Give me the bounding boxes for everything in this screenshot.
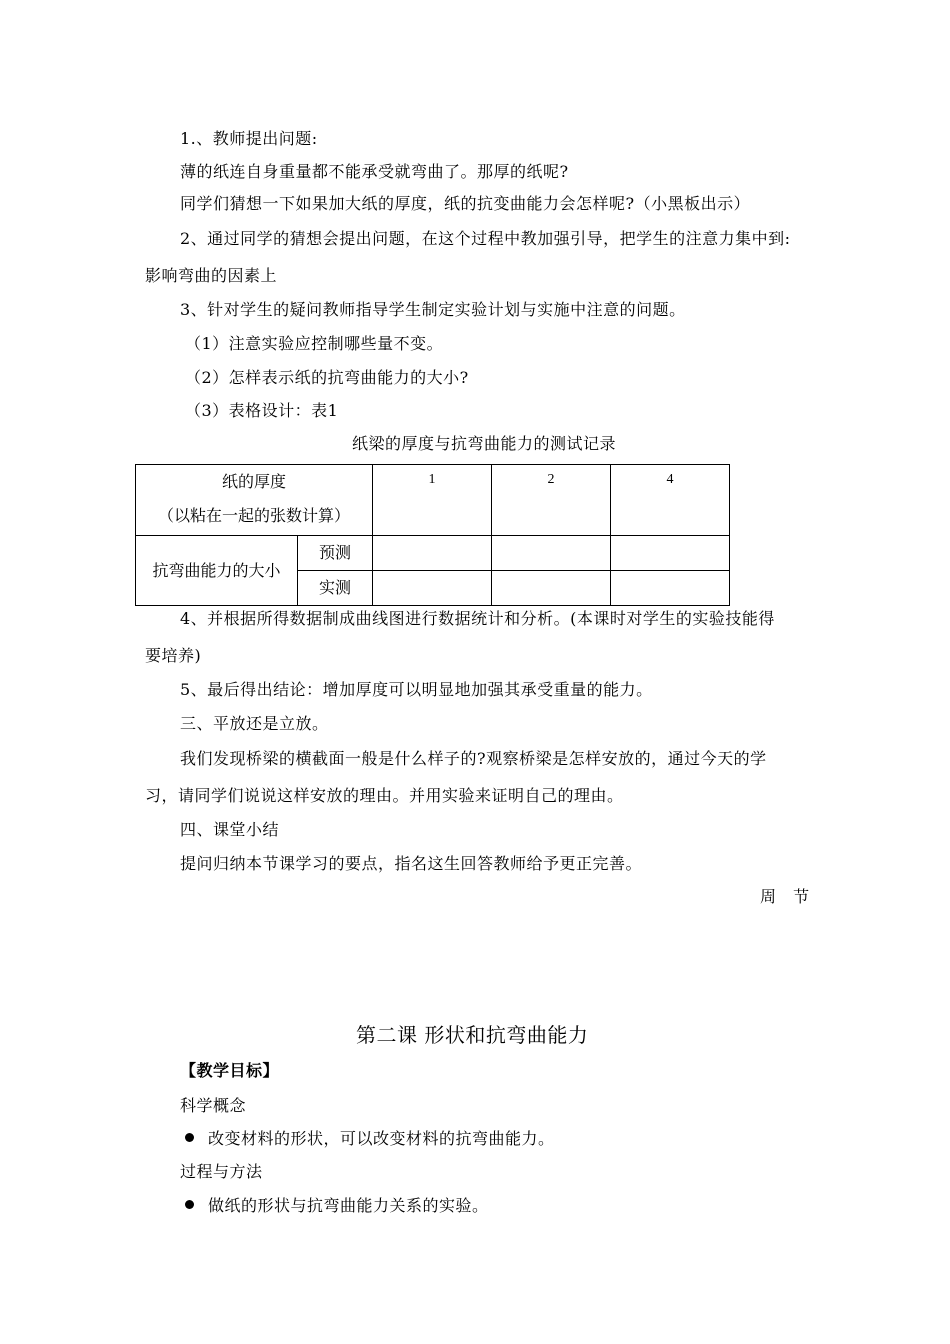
bullet-item xyxy=(185,1129,555,1149)
column-header: 4 xyxy=(611,465,730,536)
text-line: （3）表格设计：表1 xyxy=(185,401,339,420)
bullet-icon xyxy=(185,1133,194,1142)
signature: 周 节 xyxy=(760,887,816,906)
thickness-header-line1: 纸的厚度 xyxy=(222,472,287,491)
text-line: 5、最后得出结论：增加厚度可以明显地加强其承受重量的能力。 xyxy=(180,680,653,699)
table-cell xyxy=(492,571,611,606)
text-line: 要培养) xyxy=(145,646,202,665)
text-line: 提问归纳本节课学习的要点，指名这生回答教师给予更正完善。 xyxy=(180,854,643,873)
lesson-title: 第二课 形状和抗弯曲能力 xyxy=(356,1023,589,1047)
text-line: （2）怎样表示纸的抗弯曲能力的大小? xyxy=(185,368,469,387)
column-header: 1 xyxy=(373,465,492,536)
subheading: 过程与方法 xyxy=(180,1162,263,1181)
text-line: 1.、教师提出问题: xyxy=(180,129,318,148)
text-line: 我们发现桥梁的横截面一般是什么样子的?观察桥梁是怎样安放的，通过今天的学 xyxy=(180,749,767,768)
row-group-label: 抗弯曲能力的大小 xyxy=(136,536,298,606)
thickness-header-line2: （以粘在一起的张数计算） xyxy=(158,506,351,525)
section-heading: 四、课堂小结 xyxy=(180,820,280,839)
text-line: 同学们猜想一下如果加大纸的厚度，纸的抗变曲能力会怎样呢?（小黑板出示） xyxy=(180,194,751,213)
table-cell xyxy=(373,536,492,571)
text-line: 薄的纸连自身重量都不能承受就弯曲了。那厚的纸呢? xyxy=(180,162,569,181)
column-header: 2 xyxy=(492,465,611,536)
bullet-text: 改变材料的形状，可以改变材料的抗弯曲能力。 xyxy=(208,1129,555,1148)
bullet-icon xyxy=(185,1200,194,1209)
row-label-predict: 预测 xyxy=(298,536,373,571)
text-line: 2、通过同学的猜想会提出问题，在这个过程中教加强引导，把学生的注意力集中到: xyxy=(180,229,791,248)
subheading: 科学概念 xyxy=(180,1096,247,1115)
thickness-header xyxy=(136,465,373,536)
text-line: 影响弯曲的因素上 xyxy=(145,266,278,285)
bullet-item xyxy=(185,1196,489,1216)
text-line: 3、针对学生的疑问教师指导学生制定实验计划与实施中注意的问题。 xyxy=(180,300,686,319)
section-heading: 三、平放还是立放。 xyxy=(180,714,329,733)
table-caption: 纸梁的厚度与抗弯曲能力的测试记录 xyxy=(352,434,617,453)
table-cell xyxy=(373,571,492,606)
text-line: 习，请同学们说说这样安放的理由。并用实验来证明自己的理由。 xyxy=(145,786,624,805)
table-cell xyxy=(611,571,730,606)
record-table xyxy=(135,464,730,606)
goals-heading: 【教学目标】 xyxy=(180,1061,280,1080)
table-cell xyxy=(492,536,611,571)
table-cell xyxy=(611,536,730,571)
text-line: 4、并根据所得数据制成曲线图进行数据统计和分析。(本课时对学生的实验技能得 xyxy=(180,609,775,628)
text-line: （1）注意实验应控制哪些量不变。 xyxy=(185,334,444,353)
row-label-actual: 实测 xyxy=(298,571,373,606)
bullet-text: 做纸的形状与抗弯曲能力关系的实验。 xyxy=(208,1196,489,1215)
